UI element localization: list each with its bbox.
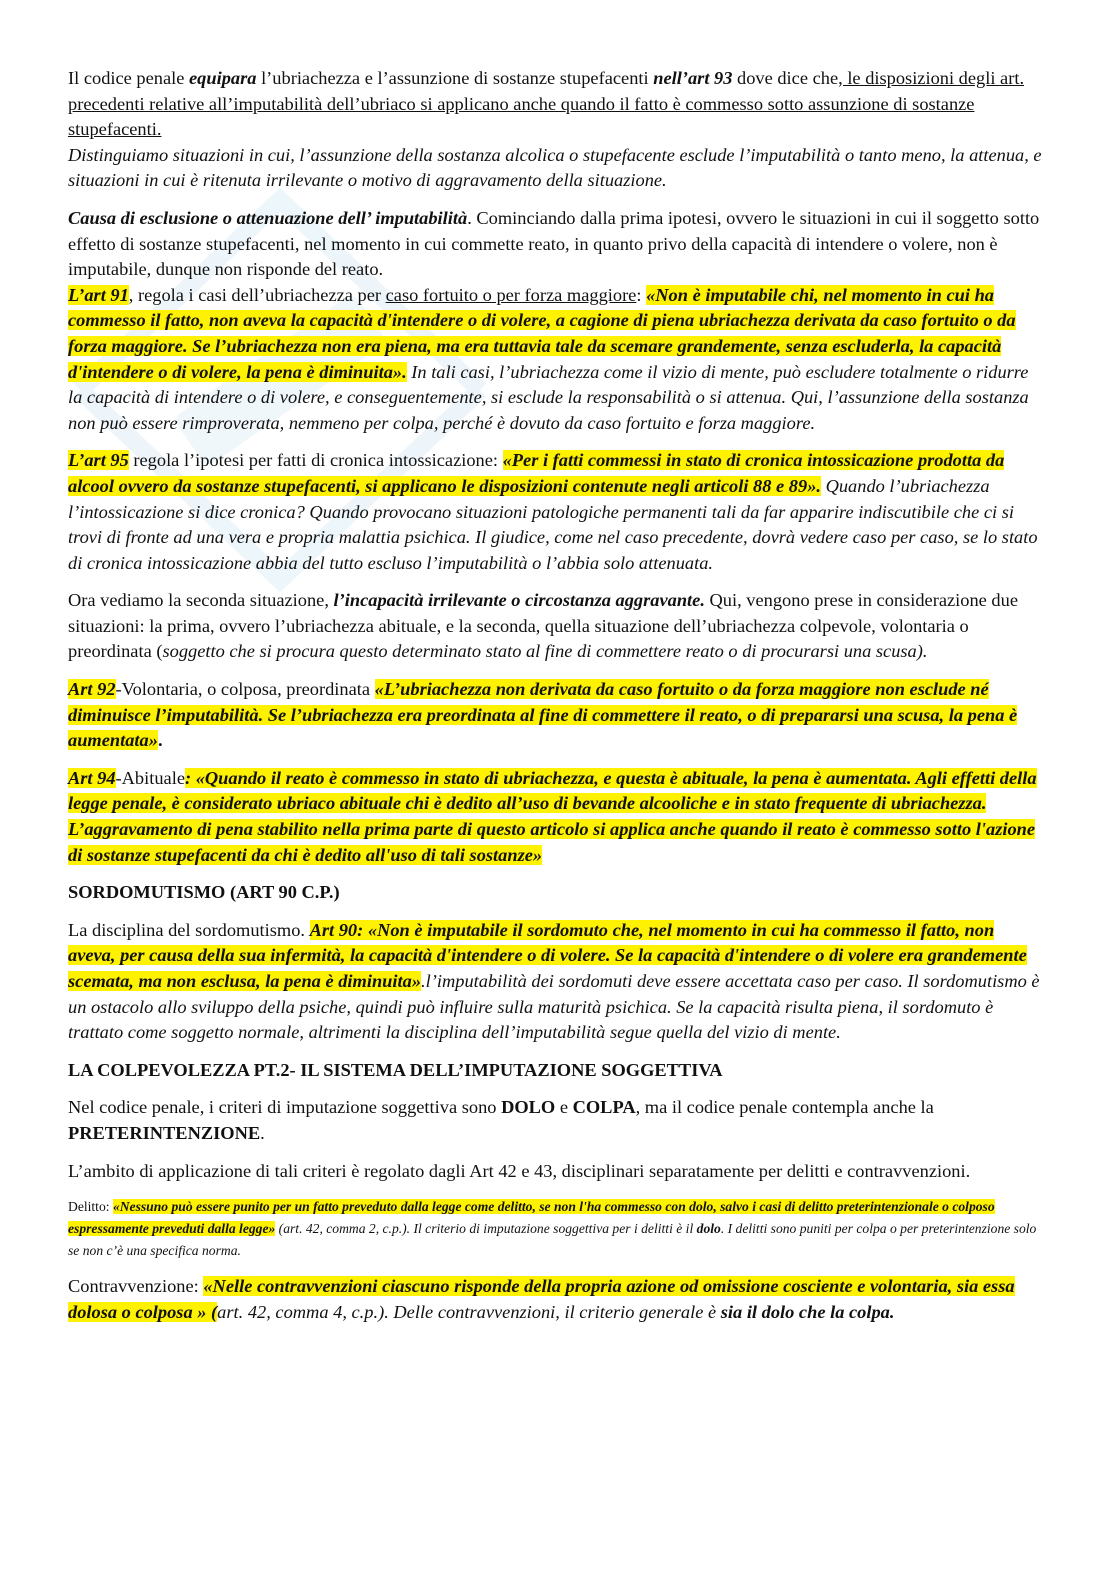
- paragraph-art95: L’art 95 regola l’ipotesi per fatti di cronica intossicazione: «Per i fatti commessi in stato di cronica intossicazione prodotta da alcool ovvero da sostanze stupefacenti, si applicano le disposizioni contenute negli articoli 88 e 89». Quando l’ubriachezza l’intossicazione si dice cronica? Quando provocano situazioni patologiche permanenti tali da far apparire indiscutibile che ci si trovi di fronte ad una vera e propria malattia psichica. Il giudice, come nel caso precedente, dovrà vedere caso per caso, se lo stato di cronica intossicazione abbia del tutto escluso l’imputabilità o l’abbia solo attenuata.: [68, 450, 1038, 573]
- paragraph-art94: Art 94-Abituale: «Quando il reato è commesso in stato di ubriachezza, e questa è abituale, la pena è aumentata. Agli effetti della legge penale, è considerato ubriaco abituale chi è dedito all’uso di bevande alcooliche e in stato frequente di ubriachezza. L’aggravamento di pena stabilito nella prima parte di questo articolo si applica anche quando il reato è commesso sotto l'azione di sostanze stupefacenti da chi è dedito all'uso di tali sostanze»: [68, 767, 1037, 865]
- paragraph-criteria: Nel codice penale, i criteri di imputazione soggettiva sono DOLO e COLPA, ma il codice penale contempla anche la PRETERINTENZIONE.: [68, 1097, 934, 1143]
- paragraph-art90: La disciplina del sordomutismo. Art 90: «Non è imputabile il sordomuto che, nel momento in cui ha commesso il fatto, non aveva, per causa della sua infermità, la capacità d'intendere o di volere. Se la capacità d'intendere o di volere era grandemente scemata, ma non esclusa, la pena è diminuita».l’imputabilità dei sordomuti deve essere accettata caso per caso. Il sordomutismo è un ostacolo allo sviluppo della psiche, quindi può influire sulla maturità psichica. Se la capacità risulta piena, il sordomuto è trattato come soggetto normale, altrimenti la disciplina dell’imputabilità segue quella del vizio di mente.: [68, 919, 1040, 1043]
- heading-sordomutismo: SORDOMUTISMO (ART 90 C.P.): [68, 882, 340, 903]
- paragraph-exclusion-cause: Causa di esclusione o attenuazione dell’ imputabilità. Cominciando dalla prima ipotesi, ovvero le situazioni in cui il soggetto sotto effetto di sostanze stupefacenti, nel momento in cui commette reato, in quanto privo della capacità di intendere o volere, non è imputabile, dunque non risponde del reato.: [68, 207, 1040, 280]
- paragraph-art91: L’art 91, regola i casi dell’ubriachezza per caso fortuito o per forza maggiore: «Non è imputabile chi, nel momento in cui ha commesso il fatto, non aveva la capacità d'intendere o di volere, a cagione di piena ubriachezza derivata da caso fortuito o da forza maggiore. Se l’ubriachezza non era piena, ma era tuttavia tale da scemare grandemente, senza escluderla, la capacità d'intendere o di volere, la pena è diminuita». In tali casi, l’ubriachezza come il vizio di mente, può escludere totalmente o ridurre la capacità di intendere o di volere, e conseguentemente, si esclude la responsabilità o si attenua. Qui, l’assunzione della sostanza non può essere rimproverata, nemmeno per colpa, perché è dovuto da caso fortuito e forza maggiore.: [68, 284, 1029, 433]
- paragraph-second-situation: Ora vediamo la seconda situazione, l’incapacità irrilevante o circostanza aggravante. Qui, vengono prese in considerazione due situazioni: la prima, ovvero l’ubriachezza abituale, e la seconda, quella situazione dell’ubriachezza colpevole, volontaria o preordinata (soggetto che si procura questo determinato stato al fine di commettere reato o di procurarsi una scusa).: [68, 590, 1018, 662]
- heading-colpevolezza: LA COLPEVOLEZZA PT.2- IL SISTEMA DELL’IMPUTAZIONE SOGGETTIVA: [68, 1059, 723, 1080]
- paragraph-contravvenzione: Contravvenzione: «Nelle contravvenzioni ciascuno risponde della propria azione od omissione cosciente e volontaria, sia essa dolosa o colposa » (art. 42, comma 4, c.p.). Delle contravvenzioni, il criterio generale è sia il dolo che la colpa.: [68, 1276, 1015, 1322]
- paragraph-distinction: Distinguiamo situazioni in cui, l’assunzione della sostanza alcolica o stupefacente esclude l’imputabilità o tanto meno, la attenua, e situazioni in cui è ritenuta irrilevante o motivo di aggravamento della situazione.: [68, 144, 1042, 191]
- paragraph-art42-43: L’ambito di applicazione di tali criteri è regolato dagli Art 42 e 43, disciplinari separatamente per delitti e contravvenzioni.: [68, 1160, 971, 1181]
- document-page: [68, 66, 1044, 1325]
- paragraph-delitto: Delitto: «Nessuno può essere punito per un fatto preveduto dalla legge come delitto, se non l'ha commesso con dolo, salvo i casi di delitto preterintenzionale o colposo espressamente preveduti dalla legge» (art. 42, comma 2, c.p.). Il criterio di imputazione soggettiva per i delitti è il dolo. I delitti sono puniti per colpa o per preterintenzione solo se non c’è una specifica norma.: [68, 1199, 1037, 1259]
- paragraph-art93: Il codice penale equipara l’ubriachezza e l’assunzione di sostanze stupefacenti nell’art 93 dove dice che, le disposizioni degli art. precedenti relative all’imputabilità dell’ubriaco si applicano anche quando il fatto è commesso sotto assunzione di sostanze stupefacenti.: [68, 68, 1025, 140]
- paragraph-art92: Art 92-Volontaria, o colposa, preordinata «L’ubriachezza non derivata da caso fortuito o da forza maggiore non esclude né diminuisce l’imputabilità. Se l’ubriachezza era preordinata al fine di commettere il reato, o di prepararsi una scusa, la pena è aumentata».: [68, 679, 1018, 751]
